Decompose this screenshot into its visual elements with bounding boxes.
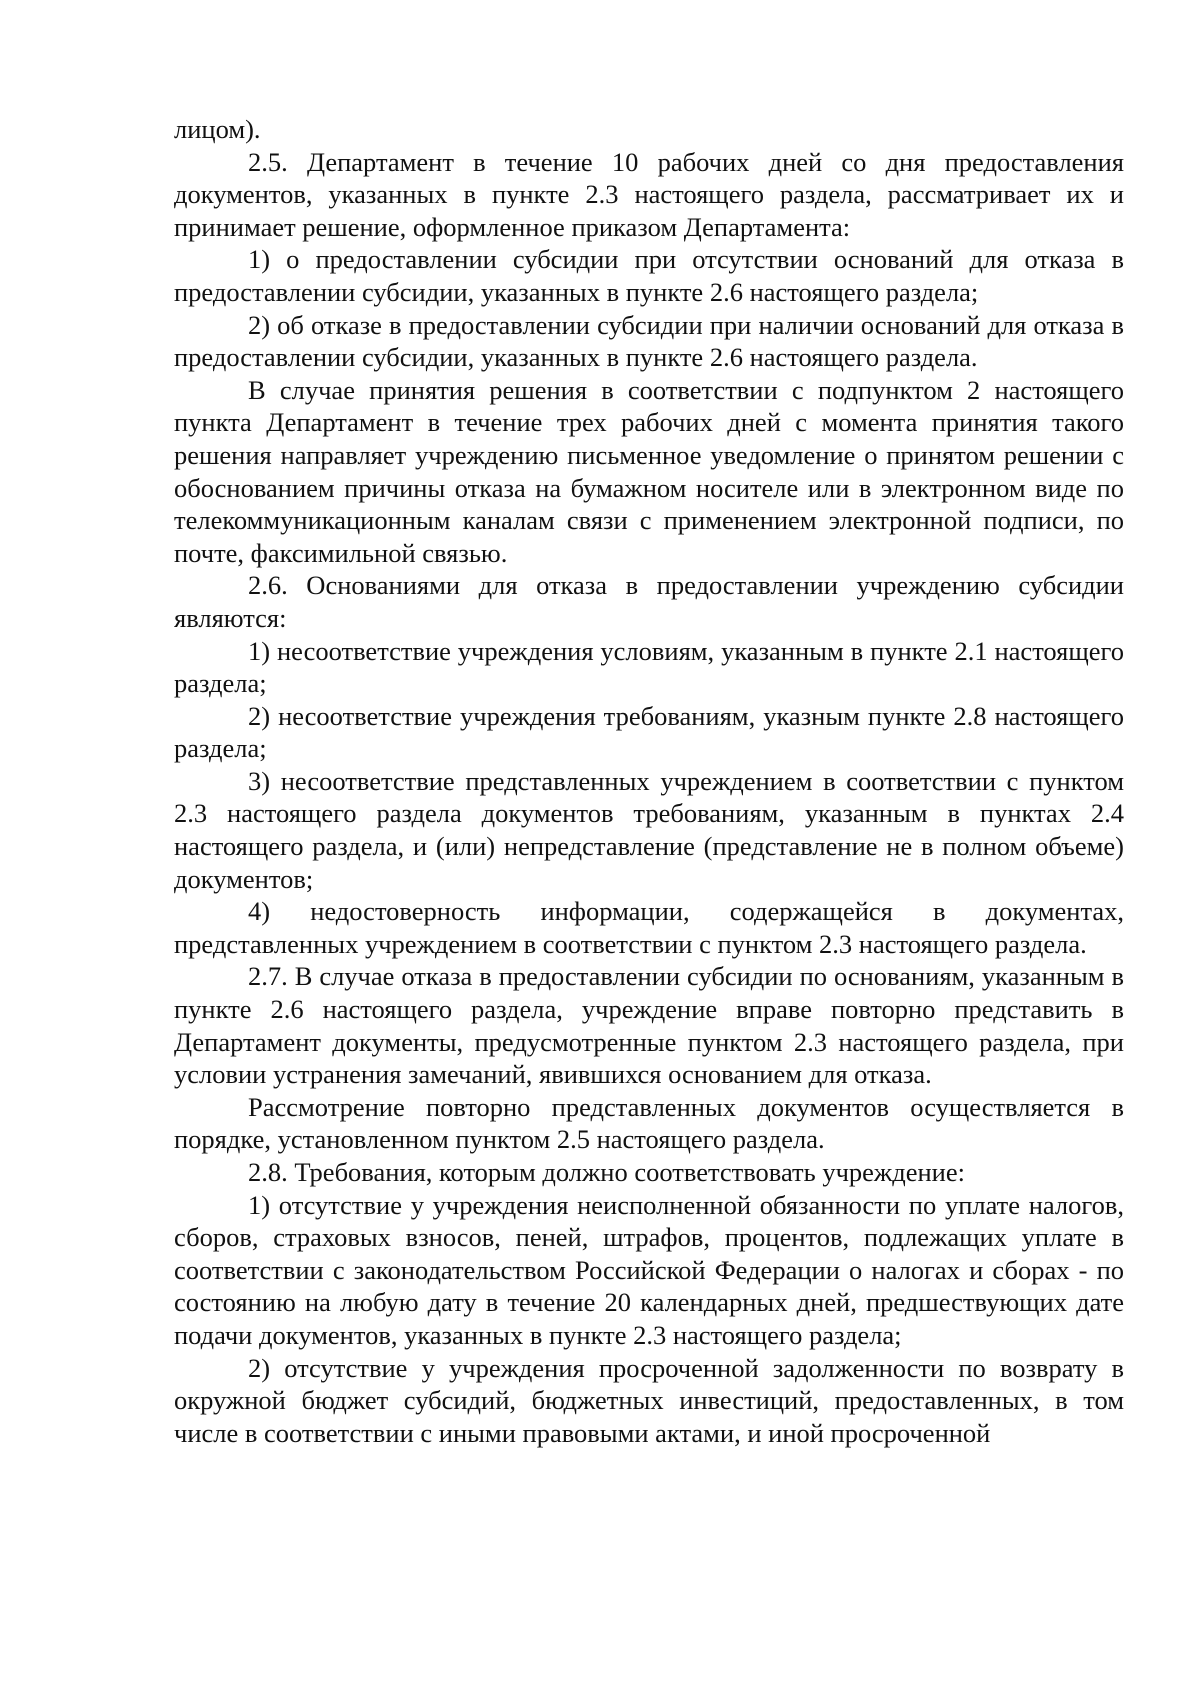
paragraph-2-7-review: Рассмотрение повторно представленных документов осуществляется в порядке, установленном пунктом 2.5 настоящего раздела.: [174, 1091, 1124, 1155]
paragraph-2-5: 2.5. Департамент в течение 10 рабочих дней со дня предоставления документов, указанных в пункте 2.3 настоящего раздела, рассматривает их и принимает решение, оформленное приказом Департамента:: [174, 146, 1124, 242]
paragraph-2-8-item-2: 2) отсутствие у учреждения просроченной задолженности по возврату в окружной бюджет субсидий, бюджетных инвестиций, предоставленных, в том числе в соответствии с иными правовыми актами, и иной просроченной: [174, 1352, 1124, 1448]
paragraph-2-5-item-2: 2) об отказе в предоставлении субсидии при наличии оснований для отказа в предоставлении субсидии, указанных в пункте 2.6 настоящего раздела.: [174, 309, 1124, 373]
paragraph-2-6-item-2: 2) несоответствие учреждения требованиям, указным пункте 2.8 настоящего раздела;: [174, 700, 1124, 764]
paragraph-2-6-item-1: 1) несоответствие учреждения условиям, указанным в пункте 2.1 настоящего раздела;: [174, 635, 1124, 699]
paragraph-2-5-item-1: 1) о предоставлении субсидии при отсутствии оснований для отказа в предоставлении субсидии, указанных в пункте 2.6 настоящего раздела;: [174, 244, 1124, 307]
paragraph-2-8: 2.8. Требования, которым должно соответствовать учреждение:: [248, 1157, 965, 1187]
paragraph-2-6: 2.6. Основаниями для отказа в предоставлении учреждению субсидии являются:: [174, 570, 1124, 633]
paragraph-2-6-item-3: 3) несоответствие представленных учреждением в соответствии с пунктом 2.3 настоящего раздела документов требованиям, указанным в пунктах 2.4 настоящего раздела, и (или) непредставление (представление не в полном объеме) документов;: [174, 765, 1124, 894]
document-page: [174, 113, 1124, 1449]
paragraph-2-6-item-4: 4) недостоверность информации, содержащейся в документах, представленных учреждением в соответствии с пунктом 2.3 настоящего раздела.: [174, 896, 1124, 959]
paragraph-2-5-refusal-notice: В случае принятия решения в соответствии с подпунктом 2 настоящего пункта Департамент в течение трех рабочих дней с момента принятия такого решения направляет учреждению письменное уведомление о принятом решении с обоснованием причины отказа на бумажном носителе или в электронном виде по телекоммуникационным каналам связи с применением электронной подписи, по почте, факсимильной связью.: [174, 374, 1124, 568]
paragraph-continuation: лицом).: [174, 114, 261, 144]
paragraph-2-8-item-1: 1) отсутствие у учреждения неисполненной обязанности по уплате налогов, сборов, страховых взносов, пеней, штрафов, процентов, подлежащих уплате в соответствии с законодательством Российской Федерации о налогах и сборах - по состоянию на любую дату в течение 20 календарных дней, предшествующих дате подачи документов, указанных в пункте 2.3 настоящего раздела;: [174, 1189, 1124, 1350]
paragraph-2-7: 2.7. В случае отказа в предоставлении субсидии по основаниям, указанным в пункте 2.6 настоящего раздела, учреждение вправе повторно представить в Департамент документы, предусмотренные пунктом 2.3 настоящего раздела, при условии устранения замечаний, явившихся основанием для отказа.: [174, 961, 1124, 1090]
